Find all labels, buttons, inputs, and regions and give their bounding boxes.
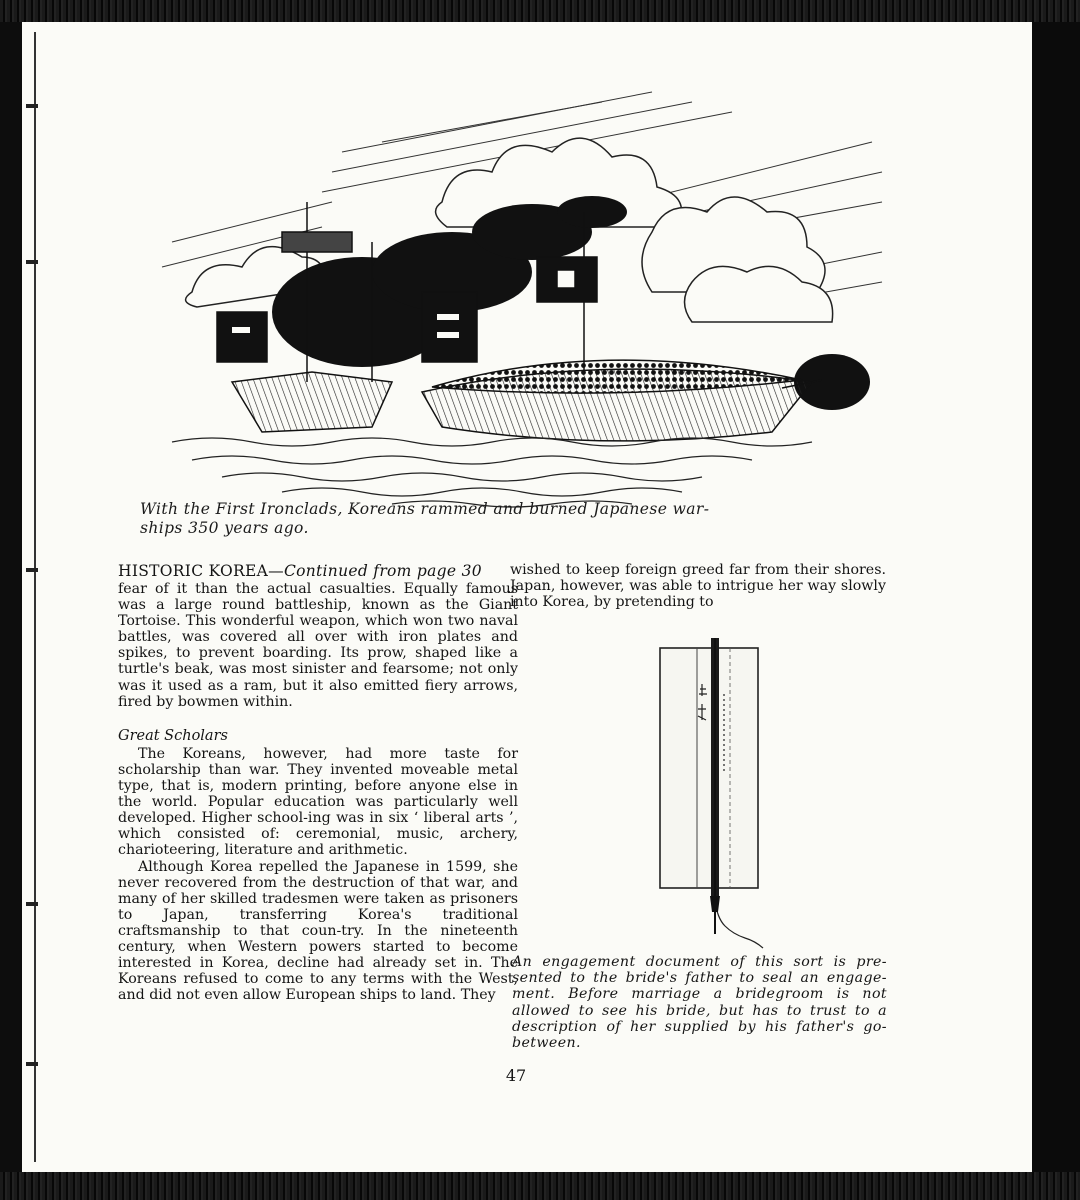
article-paragraph: The Koreans, however, had more taste for scholarship than war. They invented moveable metal type, that is, modern printing, before anyone else in the world. Popular education was particularly well developed. Higher school-ing was in six ‘ liberal arts ’, which consisted of: ceremonial, music, archery, charioteering, literature and arithmetic. (118, 745, 518, 859)
scan-noise-bottom (0, 1172, 1080, 1200)
margin-mark (26, 260, 38, 264)
illustration-caption: With the First Ironclads, Koreans rammed and burned Japanese war-ships 350 years ago. (140, 500, 710, 537)
headline-continued: Continued from page 30 (283, 562, 482, 580)
scan-right-edge (1032, 22, 1080, 1172)
document-caption: An engagement document of this sort is pre-sented to the bride's father to seal an engage-ment. Before marriage a bridegroom is not allowed to see his bride, but has to trust to a description of her supplied by his father's go-between. (512, 954, 887, 1052)
article-left-column (118, 562, 518, 1003)
margin-mark (26, 104, 38, 108)
section-subheading: Great Scholars (118, 727, 228, 744)
article-paragraph: wished to keep foreign greed far from their shores. Japan, however, was able to intrigue her way slowly into Korea, by pretending to (510, 562, 886, 611)
article-paragraph: fear of it than the actual casualties. Equally famous was a large round battleship, known as the Giant Tortoise. This wonderful weapon, which won two naval battles, was covered all over with iron plates and spikes, to prevent boarding. Its prow, shaped like a turtle's beak, was most sinister and fearsome; not only was it used as a ram, but it also emitted fiery arrows, fired by bowmen within. (118, 581, 518, 710)
article-right-column (510, 562, 886, 610)
margin-mark (26, 568, 38, 572)
article-paragraph: Although Korea repelled the Japanese in 1599, she never recovered from the destruction of that war, and many of her skilled tradesmen were taken as prisoners to Japan, transferring Korea's traditional craftsmanship to that coun-try. In the nineteenth century, when Western powers started to become interested in Korea, decline had already set in. The Koreans refused to come to any terms with the West, and did not even allow European ships to land. They (118, 858, 518, 1004)
scan-noise-top (0, 0, 1080, 22)
binding-line (34, 32, 36, 1162)
ships-battle-illustration (132, 82, 892, 512)
article-headline (118, 562, 518, 581)
margin-mark (26, 1062, 38, 1066)
engagement-document-illustration (642, 634, 782, 956)
page-number: 47 (505, 1066, 527, 1085)
magazine-page (22, 22, 1032, 1172)
headline-title: HISTORIC KOREA— (118, 562, 284, 580)
margin-mark (26, 902, 38, 906)
